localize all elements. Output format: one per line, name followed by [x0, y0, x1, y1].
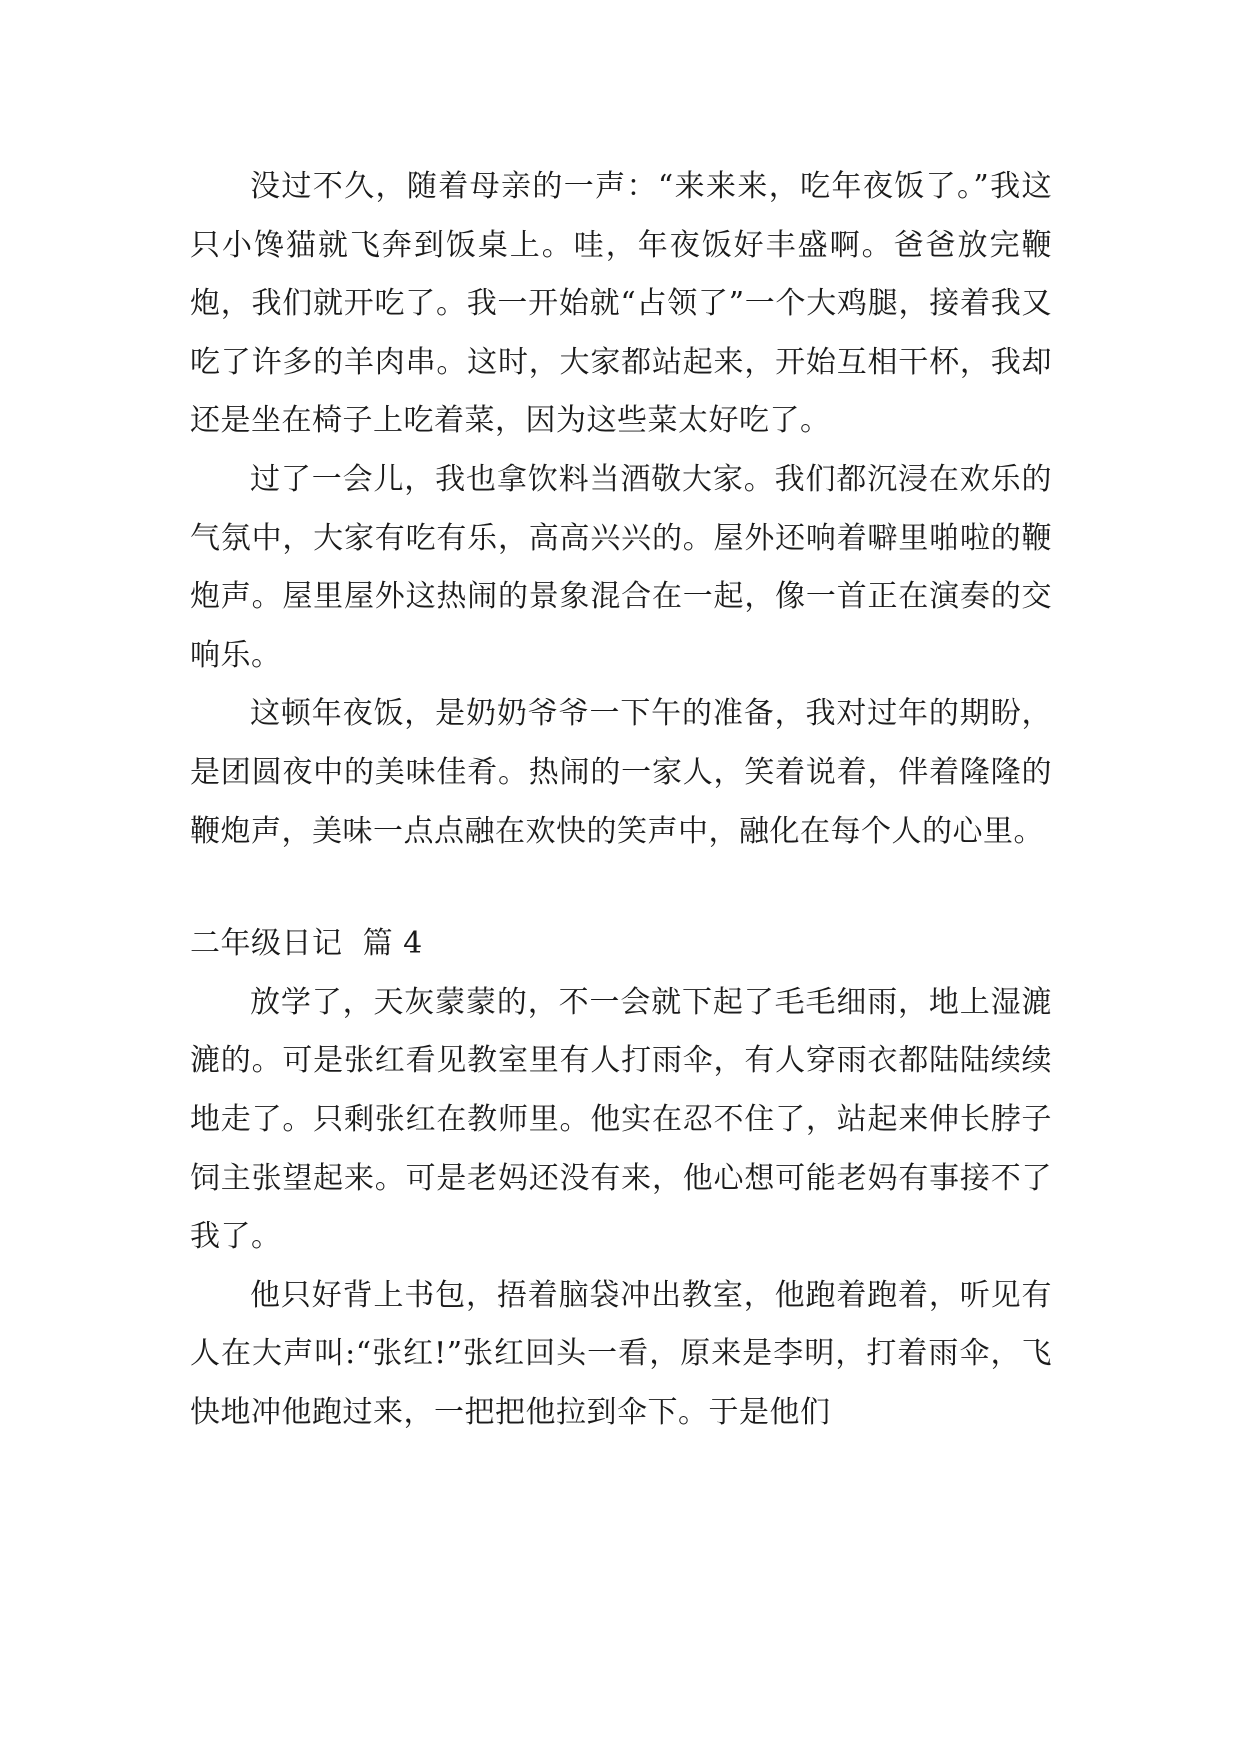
paragraph: 这顿年夜饭，是奶奶爷爷一下午的准备，我对过年的期盼，是团圆夜中的美味佳肴。热闹的一家人，笑着说着，伴着隆隆的鞭炮声，美味一点点融在欢快的笑声中，融化在每个人的心里。 [190, 696, 1052, 849]
paragraph: 放学了，天灰蒙蒙的，不一会就下起了毛毛细雨，地上湿漉漉的。可是张红看见教室里有人打雨伞，有人穿雨衣都陆陆续续地走了。只剩张红在教师里。他实在忍不住了，站起来伸长脖子饲主张望起来。可是老妈还没有来，他心想可能老妈有事接不了我了。 [190, 984, 1052, 1255]
section-title: 二年级日记 篇 4 [190, 926, 423, 962]
paragraph: 过了一会儿，我也拿饮料当酒敬大家。我们都沉浸在欢乐的气氛中，大家有吃有乐，高高兴兴的。屋外还响着噼里啪啦的鞭炮声。屋里屋外这热闹的景象混合在一起，像一首正在演奏的交响乐。 [190, 461, 1052, 673]
paragraph: 他只好背上书包，捂着脑袋冲出教室，他跑着跑着，听见有人在大声叫:“张红!”张红回头一看，原来是李明，打着雨伞，飞快地冲他跑过来，一把把他拉到伞下。于是他们 [190, 1277, 1052, 1430]
paragraph: 没过不久，随着母亲的一声：“来来来，吃年夜饭了。”我这只小馋猫就飞奔到饭桌上。哇，年夜饭好丰盛啊。爸爸放完鞭炮，我们就开吃了。我一开始就“占领了”一个大鸡腿，接着我又吃了许多的羊肉串。这时，大家都站起来，开始互相干杯，我却还是坐在椅子上吃着菜，因为这些菜太好吃了。 [190, 169, 1052, 439]
document-body [190, 158, 1052, 1442]
